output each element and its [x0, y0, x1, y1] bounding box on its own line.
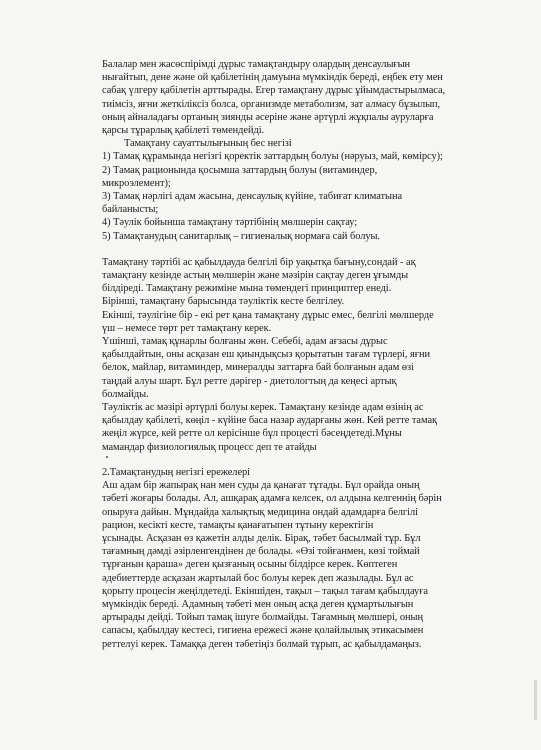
- text-line: Біріншi, тамақтану барысында тәуліктік кесте белгілеу.: [102, 296, 345, 308]
- intro-paragraph: [102, 58, 520, 137]
- document-body: [102, 58, 520, 651]
- text-line: болмайды.: [102, 388, 149, 400]
- text-line: реттелуі керек. Тамаққа деген тәбетіңіз болмай тұрып, ас қабылдамаңыз.: [102, 638, 422, 650]
- text-line: тағамның дәмді әзірленгендінен де болады. «Өзі тойғанмен, көзі тоймай: [102, 546, 420, 558]
- text-line: опыруға дайын. Мұндайда халықтық медицина ондай адамдарға белгілі: [102, 506, 418, 518]
- text-line: әдебиеттерде асқазан жартылай бос болуы керек деп жазылады. Бұл ас: [102, 572, 414, 584]
- rules-paragraph: [102, 479, 520, 651]
- text-line: қабылдау қабілеті, көңіл - күйіне баса назар аударғаны жөн. Кей ретте тамақ: [102, 415, 438, 427]
- text-line: Балалар мен жасөспірімді дұрыс тамақтандыру олардың денсаулығын: [102, 59, 411, 70]
- text-line: сапасы, қабылдау кестесі, гигиена ережесі және қолайлылық этикасымен: [102, 625, 424, 637]
- text-line: ұсынады. Асқазан өз қажетін алды делік. Бірақ, тәбет басылмай тұр. Бұл: [102, 532, 421, 544]
- list-item: 2) Тамақ рационында қосымша заттардың болуы (витаминдер,: [102, 164, 378, 176]
- scan-edge-mark: [534, 680, 537, 720]
- text-line: мамандар физиологиялық процесс деп те атайды: [102, 441, 317, 453]
- text-line: рацион, кесікті кесте, тамақты қанағатыпен тұтыну керектігін: [102, 519, 374, 531]
- text-line: белок, майлар, витаминдер, минералды заттарға бай болғанын адам өзі: [102, 362, 414, 374]
- list-item: 3) Тамақ нәрлігі адам жасына, денсаулық күйіне, табиғат климатына: [102, 191, 403, 203]
- list-item: 1) Тамақ құрамында негізгі қоректік заттардың болуы (нәруыз, май, көмірсу);: [102, 151, 443, 163]
- text-line: мүмкіндік береді. Адамның тәбеті мен оның асқа деген құмартылығын: [102, 598, 414, 610]
- stray-dot: [102, 454, 520, 466]
- text-line: қабылдайтын, оны асқазан еш қиындықсыз қорытатын тағам түрлері, яғни: [102, 349, 430, 361]
- text-line: Тәуліктік ас мәзірі әртүрлі болуы керек. Тамақтану кезінде адам өзінің ас: [102, 402, 424, 414]
- text-line: таңдай алуы шарт. Бұл ретте дәрігер - диетологтың да кеңесі артық: [102, 375, 397, 387]
- principles-list: [102, 137, 520, 243]
- principles-heading: Тамақтану сауаттылығының бес негізі: [124, 138, 292, 150]
- text-line: сабақ үлгеру қабілетін арттырады. Егер тамақтану дұрыс ұйымдастырылмаса,: [102, 85, 446, 97]
- text-line: Екінші, тәулігіне бір - екі рет қана тамақтану дұрыс емес, белгілі мөлшерде: [102, 309, 434, 321]
- text-line: тиімсіз, яғни жеткіліксіз болса, организмде метаболизм, зат алмасу бұзылып,: [102, 98, 441, 110]
- text-line: қарсы тұрарлық қабілеті төмендейді.: [102, 125, 265, 137]
- text-line: жеңіл жүрсе, кей ретте ол керісінше бұл процесті бәсеңдетеді.Мұны: [102, 428, 402, 440]
- section-heading: 2.Тамақтанудың негізгі ережелері: [102, 466, 250, 478]
- text-line: Үшінші, тамақ құнарлы болғаны жөн. Себебі, адам ағзасы дұрыс: [102, 336, 388, 348]
- text-line: білдіреді. Тамақтану режиміне мына төмендегі принциптер енеді.: [102, 283, 392, 295]
- dot-mark: [106, 456, 108, 458]
- text-line: үш – немесе төрт рет тамақтану керек.: [102, 322, 272, 334]
- list-item: 5) Тамақтанудың санитарлық – гигиеналық нормаға сай болуы.: [102, 230, 380, 242]
- text-line: Аш адам бір жапырақ нан мен суды да қанағат тұтады. Бұл орайда оның: [102, 480, 420, 492]
- text-line: Тамақтану тәртібі ас қабылдауда белгілі бір уақытқа бағыну,сондай - ақ: [102, 256, 416, 268]
- list-item: 4) Тәулік бойынша тамақтану тәртібінің мөлшерін сақтау;: [102, 217, 358, 229]
- list-item: байланысты;: [102, 204, 159, 216]
- text-line: қорыту процесін жеңілдетеді. Екіншіден, тақыл – тақыл тағам қабылдауға: [102, 585, 428, 597]
- text-line: оның айналадағы ортаның зиянды әсеріне және әртүрлі жұқпалы ауруларға: [102, 111, 434, 123]
- text-line: нығайтып, дене және ой қабілетінің дамуына мүмкіндік береді, еңбек ету мен: [102, 72, 443, 84]
- text-line: артырады дейді. Тойып тамақ ішуге болмайды. Тағамның мөлшері, оның: [102, 612, 423, 624]
- text-line: тамақтану кезінде астың мөлшерін және мәзірін сақтау деген ұғымды: [102, 270, 409, 282]
- list-item: микроэлемент);: [102, 177, 171, 189]
- spacer: [102, 243, 520, 256]
- text-line: тұрғанын қараша» деген қызғаның осыны білдірсе керек. Көптеген: [102, 559, 398, 571]
- text-line: тәбеті жоғары болады. Ал, ашқарақ адамға келсек, ол алдына келгеннің бәрін: [102, 493, 442, 505]
- regime-paragraph: [102, 256, 520, 454]
